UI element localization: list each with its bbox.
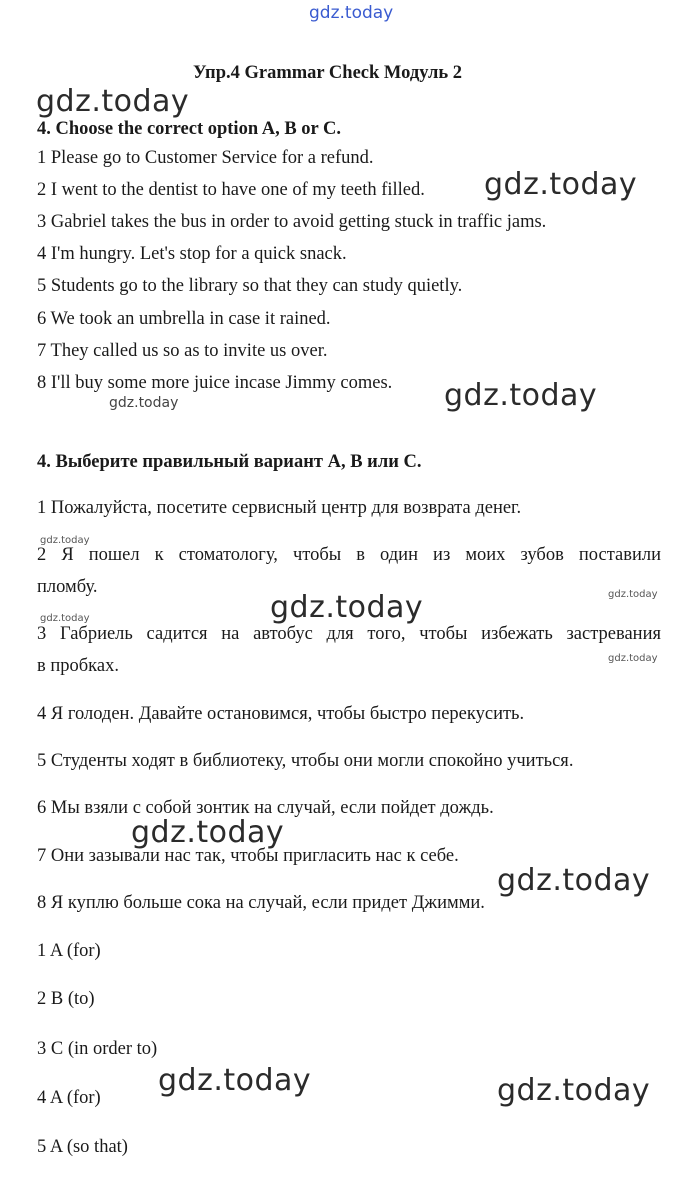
watermark: gdz.today: [270, 590, 424, 625]
english-heading: 4. Choose the correct option A, B or C.: [37, 119, 342, 139]
english-item: 1 Please go to Customer Service for a refund.: [37, 148, 374, 168]
russian-item: 5 Студенты ходят в библиотеку, чтобы они могли спокойно учиться.: [37, 751, 574, 771]
answer-item: 3 C (in order to): [37, 1039, 158, 1059]
watermark: gdz.today: [484, 167, 638, 202]
english-item: 3 Gabriel takes the bus in order to avoid getting stuck in traffic jams.: [37, 212, 547, 232]
english-item: 4 I'm hungry. Let's stop for a quick snack.: [37, 244, 347, 264]
watermark-top: gdz.today: [309, 3, 394, 23]
watermark: gdz.today: [36, 84, 190, 119]
russian-item: 6 Мы взяли с собой зонтик на случай, если пойдет дождь.: [37, 798, 494, 818]
russian-item: 4 Я голоден. Давайте остановимся, чтобы быстро перекусить.: [37, 704, 525, 724]
english-item: 2 I went to the dentist to have one of my teeth filled.: [37, 180, 425, 200]
watermark: gdz.today: [131, 815, 285, 850]
russian-item: 1 Пожалуйста, посетите сервисный центр для возврата денег.: [37, 498, 522, 518]
watermark: gdz.today: [497, 863, 651, 898]
english-item: 7 They called us so as to invite us over.: [37, 341, 328, 361]
russian-item-continued: пломбу.: [37, 577, 98, 597]
watermark: gdz.today: [158, 1063, 312, 1098]
russian-item: 3 Габриель садится на автобус для того, чтобы избежать застревания: [37, 624, 661, 644]
russian-heading: 4. Выберите правильный вариант A, B или C.: [37, 452, 422, 472]
answer-item: 4 A (for): [37, 1088, 101, 1108]
answer-item: 2 B (to): [37, 989, 95, 1009]
english-item: 6 We took an umbrella in case it rained.: [37, 309, 331, 329]
watermark-tiny: gdz.today: [608, 653, 658, 664]
watermark: gdz.today: [497, 1073, 651, 1108]
watermark-small: gdz.today: [109, 395, 179, 411]
russian-item: 2 Я пошел к стоматологу, чтобы в один из моих зубов поставили: [37, 545, 661, 565]
russian-item: 8 Я куплю больше сока на случай, если придет Джимми.: [37, 893, 485, 913]
page-title: Упр.4 Grammar Check Модуль 2: [193, 63, 463, 83]
watermark-tiny: gdz.today: [40, 613, 90, 624]
english-item: 8 I'll buy some more juice incase Jimmy comes.: [37, 373, 393, 393]
watermark-tiny: gdz.today: [608, 589, 658, 600]
answer-item: 1 A (for): [37, 941, 101, 961]
watermark-tiny: gdz.today: [40, 535, 90, 546]
answer-item: 5 A (so that): [37, 1137, 128, 1157]
english-item: 5 Students go to the library so that they can study quietly.: [37, 276, 463, 296]
russian-item: 7 Они зазывали нас так, чтобы пригласить нас к себе.: [37, 846, 459, 866]
russian-item-continued: в пробках.: [37, 656, 119, 676]
watermark: gdz.today: [444, 378, 598, 413]
